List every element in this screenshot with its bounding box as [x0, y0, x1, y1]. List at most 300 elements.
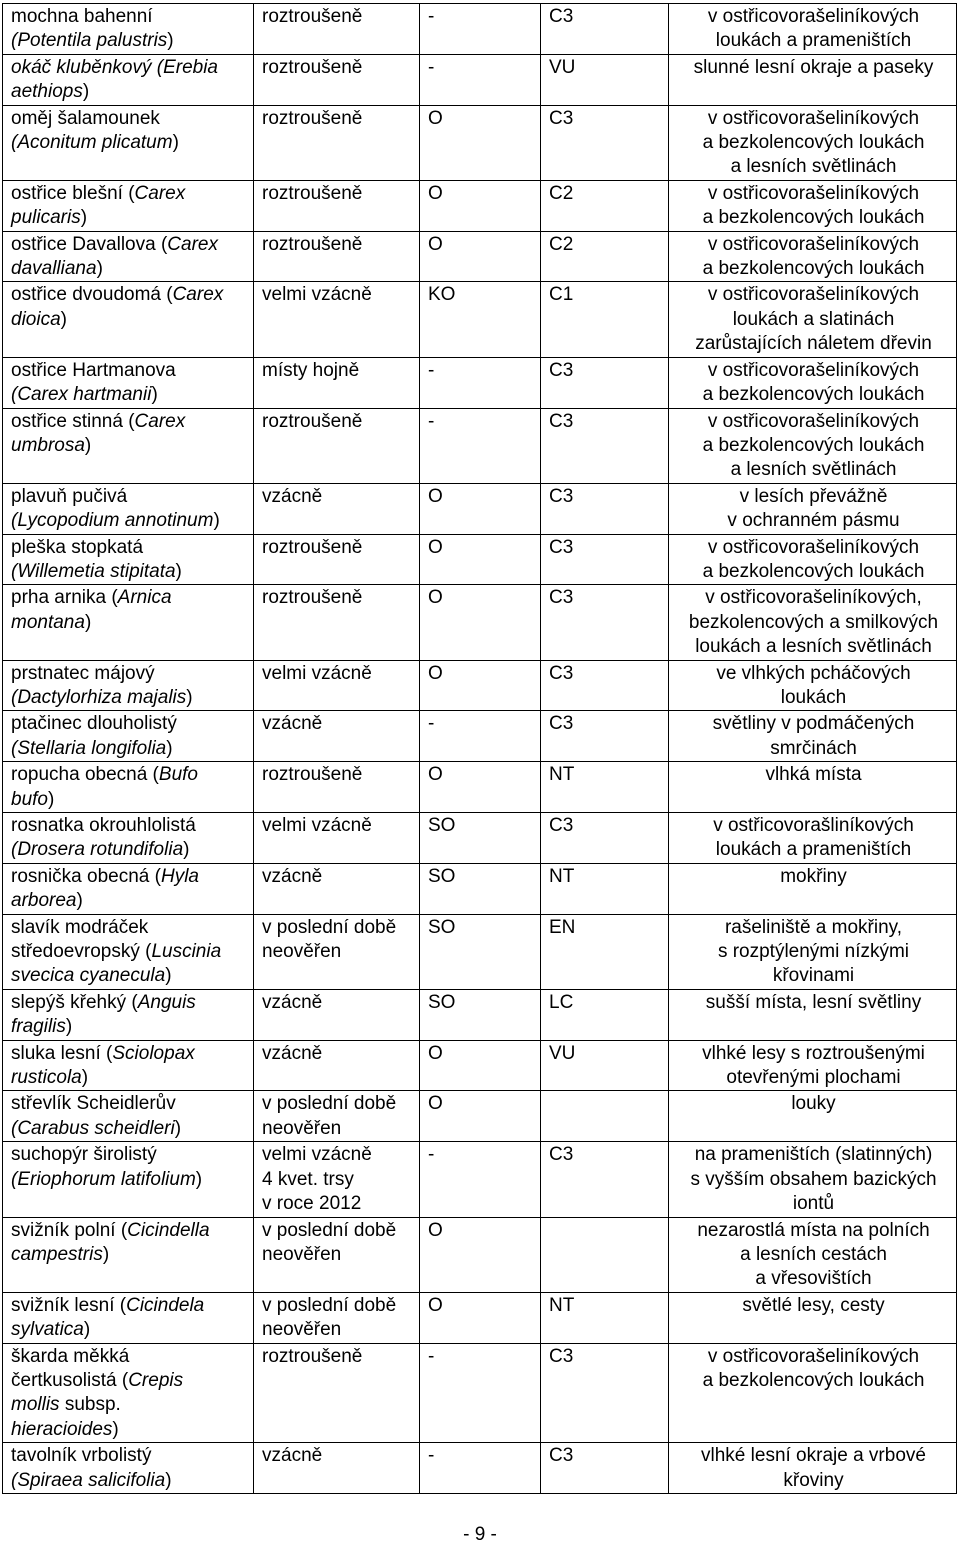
habitat-line: a bezkolencových loukách	[702, 560, 925, 582]
name-text: )	[80, 207, 88, 229]
latin-name-text: (Stellaria longifolia	[11, 737, 167, 759]
protection-status-cell: -	[420, 4, 541, 55]
habitat-line: a lesních cestách	[740, 1243, 887, 1265]
name-text: )	[195, 1168, 203, 1190]
species-name-cell	[3, 1142, 254, 1217]
habitat-line: vlhké lesy s roztroušenými	[702, 1042, 925, 1064]
name-text: ptačinec dlouholistý	[11, 713, 177, 735]
name-text: ostřice dvoudomá (	[11, 284, 173, 306]
latin-name-text: Crepis	[128, 1369, 184, 1391]
protection-status-cell: -	[420, 408, 541, 483]
name-text: )	[174, 1117, 182, 1139]
occurrence-cell	[254, 1343, 420, 1443]
habitat-line: v ostřicovorašeliníkových	[707, 182, 920, 204]
habitat-line: iontů	[792, 1193, 835, 1215]
table-row	[3, 989, 957, 1040]
species-name-cell	[3, 483, 254, 534]
table-row	[3, 1292, 957, 1343]
species-name-line	[11, 737, 247, 761]
habitat-line: křoviny	[783, 1469, 844, 1491]
species-name-line	[11, 964, 247, 988]
species-name-cell	[3, 180, 254, 231]
red-list-category-cell: C2	[541, 231, 669, 282]
protection-status-cell: SO	[420, 863, 541, 914]
red-list-category-cell: C1	[541, 282, 669, 357]
occurrence-cell	[254, 54, 420, 105]
species-name-line	[11, 686, 247, 710]
red-list-category-cell: C3	[541, 813, 669, 864]
species-name-line	[11, 1243, 247, 1267]
name-text: prstnatec májový	[11, 662, 155, 684]
latin-name-text: svecica cyanecula	[11, 965, 166, 987]
occurrence-cell	[254, 231, 420, 282]
latin-name-text: Carex	[172, 284, 224, 306]
name-text: )	[183, 839, 190, 861]
species-name-line	[11, 434, 247, 458]
habitat-line: loukách a prameništích	[715, 30, 912, 52]
species-name-line	[11, 485, 247, 509]
occurrence-line: roztroušeně	[262, 182, 363, 204]
red-list-category-cell: C3	[541, 105, 669, 180]
species-name-line	[11, 1066, 247, 1090]
latin-name-text: Anguis	[137, 991, 196, 1013]
protection-status-cell: SO	[420, 914, 541, 989]
species-name-line	[11, 56, 247, 80]
habitat-cell	[669, 231, 957, 282]
name-text: svižník polní (	[11, 1219, 128, 1241]
species-name-line	[11, 763, 247, 787]
table-row	[3, 1443, 957, 1494]
occurrence-line: roztroušeně	[262, 1345, 363, 1367]
habitat-line: smrčinách	[770, 737, 857, 759]
name-text: )	[213, 510, 220, 532]
habitat-line: v ostřicovorašeliníkových	[707, 1345, 920, 1367]
species-name-line	[11, 1015, 247, 1039]
species-name-line	[11, 838, 247, 862]
name-text: )	[151, 384, 158, 406]
species-name-line	[11, 991, 247, 1015]
occurrence-cell	[254, 989, 420, 1040]
species-name-cell	[3, 914, 254, 989]
name-text: rosnička obecná (	[11, 865, 161, 887]
occurrence-line: velmi vzácně	[262, 1144, 372, 1166]
latin-name-text: campestris	[11, 1243, 103, 1265]
occurrence-line: neověřen	[262, 1117, 342, 1139]
protection-status-cell: O	[420, 1292, 541, 1343]
name-text: )	[165, 1469, 172, 1491]
species-name-line	[11, 5, 247, 29]
table-row	[3, 54, 957, 105]
species-name-line	[11, 257, 247, 281]
protection-status-cell: O	[420, 660, 541, 711]
habitat-line: loukách a slatinách	[732, 308, 895, 330]
habitat-cell	[669, 660, 957, 711]
species-name-line	[11, 182, 247, 206]
species-name-cell	[3, 105, 254, 180]
habitat-line: na prameništích (slatinných)	[694, 1144, 933, 1166]
species-name-line	[11, 509, 247, 533]
species-name-line	[11, 1369, 247, 1393]
occurrence-cell	[254, 105, 420, 180]
habitat-line: loukách a lesních světlinách	[695, 636, 932, 658]
species-table	[2, 3, 957, 1494]
habitat-line: slunné lesní okraje a paseky	[693, 56, 934, 78]
occurrence-cell	[254, 711, 420, 762]
table-row	[3, 762, 957, 813]
species-name-line	[11, 1444, 247, 1468]
occurrence-cell	[254, 660, 420, 711]
habitat-line: v ochranném pásmu	[727, 510, 900, 532]
name-text: prha arnika (	[11, 587, 118, 609]
red-list-category-cell: C3	[541, 1443, 669, 1494]
species-name-line	[11, 1092, 247, 1116]
occurrence-line: neověřen	[262, 941, 342, 963]
table-row	[3, 282, 957, 357]
species-name-line	[11, 889, 247, 913]
table-row	[3, 105, 957, 180]
habitat-cell	[669, 1040, 957, 1091]
occurrence-line: vzácně	[262, 865, 323, 887]
species-name-line	[11, 383, 247, 407]
species-name-cell	[3, 585, 254, 660]
species-name-line	[11, 410, 247, 434]
habitat-cell	[669, 1091, 957, 1142]
red-list-category-cell	[541, 1091, 669, 1142]
name-text: čertkusolistá (	[11, 1369, 129, 1391]
habitat-line: v ostřicovorašeliníkových	[707, 359, 920, 381]
habitat-cell	[669, 762, 957, 813]
species-name-line	[11, 536, 247, 560]
name-text: )	[112, 1418, 119, 1440]
species-name-line	[11, 1042, 247, 1066]
table-row	[3, 1040, 957, 1091]
protection-status-cell: -	[420, 711, 541, 762]
name-text: )	[175, 560, 182, 582]
protection-status-cell: O	[420, 585, 541, 660]
table-row	[3, 180, 957, 231]
habitat-line: s vyšším obsahem bazických	[690, 1168, 937, 1190]
latin-name-text: pulicaris	[11, 207, 81, 229]
species-name-line	[11, 1469, 247, 1493]
occurrence-cell	[254, 914, 420, 989]
latin-name-text: (Potentila palustris	[11, 30, 168, 52]
occurrence-line: roztroušeně	[262, 56, 363, 78]
name-text: slepýš křehký (	[11, 991, 138, 1013]
red-list-category-cell: C3	[541, 4, 669, 55]
habitat-line: v ostřicovorašeliníkových	[707, 107, 920, 129]
species-name-line	[11, 1345, 247, 1369]
protection-status-cell: O	[420, 483, 541, 534]
occurrence-cell	[254, 813, 420, 864]
species-name-line	[11, 611, 247, 635]
protection-status-cell: O	[420, 105, 541, 180]
occurrence-cell	[254, 282, 420, 357]
occurrence-cell	[254, 1142, 420, 1217]
species-name-cell	[3, 4, 254, 55]
species-name-line	[11, 29, 247, 53]
occurrence-line: 4 kvet. trsy	[262, 1168, 354, 1190]
name-text: )	[172, 132, 179, 154]
habitat-cell	[669, 54, 957, 105]
habitat-line: zarůstajících náletem dřevin	[695, 333, 932, 355]
red-list-category-cell: C3	[541, 711, 669, 762]
table-row	[3, 408, 957, 483]
habitat-cell	[669, 1142, 957, 1217]
occurrence-cell	[254, 180, 420, 231]
protection-status-cell: -	[420, 1343, 541, 1443]
occurrence-line: vzácně	[262, 991, 323, 1013]
habitat-cell	[669, 585, 957, 660]
species-name-line	[11, 1117, 247, 1141]
name-text: )	[84, 611, 92, 633]
name-text: oměj šalamounek	[11, 107, 160, 129]
occurrence-line: vzácně	[262, 485, 323, 507]
table-row	[3, 813, 957, 864]
species-name-cell	[3, 711, 254, 762]
occurrence-line: vzácně	[262, 1445, 323, 1467]
latin-name-text: fragilis	[11, 1016, 66, 1038]
protection-status-cell: O	[420, 534, 541, 585]
protection-status-cell: O	[420, 762, 541, 813]
red-list-category-cell: C3	[541, 1343, 669, 1443]
habitat-line: v ostřicovorašeliníkových	[707, 284, 920, 306]
latin-name-text: sylvatica	[11, 1319, 84, 1341]
latin-name-text: mollis	[11, 1394, 60, 1416]
habitat-line: s rozptýlenými nízkými	[717, 941, 910, 963]
habitat-line: a lesních světlinách	[730, 156, 897, 178]
occurrence-cell	[254, 534, 420, 585]
occurrence-cell	[254, 1091, 420, 1142]
occurrence-line: velmi vzácně	[262, 284, 372, 306]
latin-name-text: Hyla	[160, 865, 199, 887]
red-list-category-cell: C3	[541, 585, 669, 660]
species-name-cell	[3, 231, 254, 282]
protection-status-cell: SO	[420, 813, 541, 864]
habitat-line: v ostřicovorašeliníkových	[707, 410, 920, 432]
name-text: ostřice blešní (	[11, 182, 135, 204]
protection-status-cell: O	[420, 180, 541, 231]
habitat-line: ve vlhkých pcháčových	[716, 662, 911, 684]
red-list-category-cell: NT	[541, 1292, 669, 1343]
latin-name-text: (Lycopodium annotinum	[11, 510, 214, 532]
species-name-cell	[3, 54, 254, 105]
habitat-line: sušší místa, lesní světliny	[705, 991, 922, 1013]
habitat-cell	[669, 1343, 957, 1443]
species-name-line	[11, 80, 247, 104]
name-text: )	[102, 1243, 110, 1265]
species-name-line	[11, 940, 247, 964]
name-text: )	[76, 890, 83, 912]
species-name-cell	[3, 863, 254, 914]
table-row	[3, 483, 957, 534]
occurrence-cell	[254, 1292, 420, 1343]
protection-status-cell: SO	[420, 989, 541, 1040]
occurrence-line: v poslední době	[262, 1093, 397, 1115]
name-text: pleška stopkatá	[11, 536, 144, 558]
habitat-line: světliny v podmáčených	[712, 713, 915, 735]
latin-name-text: Arnica	[117, 587, 172, 609]
latin-name-text: (Drosera rotundifolia	[11, 839, 184, 861]
protection-status-cell: O	[420, 1040, 541, 1091]
occurrence-line: velmi vzácně	[262, 662, 372, 684]
latin-name-text: umbrosa	[11, 434, 85, 456]
occurrence-cell	[254, 1040, 420, 1091]
species-name-cell	[3, 1292, 254, 1343]
latin-name-text: Carex	[134, 410, 186, 432]
habitat-cell	[669, 813, 957, 864]
species-name-cell	[3, 408, 254, 483]
occurrence-cell	[254, 357, 420, 408]
name-text: slavík modráček	[11, 916, 149, 938]
species-name-cell	[3, 1443, 254, 1494]
habitat-line: v lesích převážně	[739, 485, 888, 507]
species-name-cell	[3, 357, 254, 408]
red-list-category-cell: C3	[541, 483, 669, 534]
name-text: svižník lesní (	[11, 1294, 127, 1316]
occurrence-line: neověřen	[262, 1319, 342, 1341]
species-name-line	[11, 283, 247, 307]
name-text: )	[47, 788, 55, 810]
habitat-line: a bezkolencových loukách	[702, 258, 925, 280]
latin-name-text: Cicindela	[126, 1294, 205, 1316]
habitat-cell	[669, 180, 957, 231]
habitat-cell	[669, 863, 957, 914]
habitat-line: a bezkolencových loukách	[702, 384, 925, 406]
species-name-cell	[3, 534, 254, 585]
habitat-line: louky	[791, 1093, 836, 1115]
species-name-line	[11, 1393, 247, 1417]
table-row	[3, 711, 957, 762]
habitat-cell	[669, 4, 957, 55]
name-text: ropucha obecná (	[11, 764, 159, 786]
latin-name-text: rusticola	[11, 1067, 82, 1089]
habitat-cell	[669, 1443, 957, 1494]
name-text: )	[82, 81, 90, 103]
occurrence-line: roztroušeně	[262, 410, 363, 432]
latin-name-text: Sciolopax	[112, 1042, 195, 1064]
species-name-line	[11, 206, 247, 230]
latin-name-text: hieracioides	[11, 1418, 113, 1440]
red-list-category-cell: VU	[541, 54, 669, 105]
latin-name-text: (Willemetia stipitata	[11, 560, 176, 582]
species-name-cell	[3, 813, 254, 864]
habitat-line: v ostřicovorašliníkových	[713, 815, 914, 836]
table-row	[3, 1217, 957, 1292]
species-name-cell	[3, 1343, 254, 1443]
species-name-line	[11, 1168, 247, 1192]
habitat-line: v ostřicovorašeliníkových,	[705, 587, 922, 609]
habitat-line: otevřenými plochami	[726, 1067, 901, 1089]
habitat-line: a bezkolencových loukách	[702, 132, 925, 154]
name-text: )	[83, 1319, 91, 1341]
latin-name-text: Cicindella	[127, 1219, 210, 1241]
habitat-cell	[669, 483, 957, 534]
habitat-line: a lesních světlinách	[730, 459, 897, 481]
habitat-line: v ostřicovorašeliníkových	[707, 6, 920, 27]
protection-status-cell: -	[420, 1443, 541, 1494]
red-list-category-cell: LC	[541, 989, 669, 1040]
occurrence-cell	[254, 1217, 420, 1292]
occurrence-cell	[254, 585, 420, 660]
red-list-category-cell: NT	[541, 762, 669, 813]
latin-name-text: Bufo	[158, 764, 198, 786]
protection-status-cell: KO	[420, 282, 541, 357]
name-text: )	[84, 434, 92, 456]
occurrence-line: v poslední době	[262, 1294, 397, 1316]
species-name-line	[11, 560, 247, 584]
latin-name-text: bufo	[11, 788, 48, 810]
name-text: )	[96, 258, 103, 280]
table-row	[3, 357, 957, 408]
latin-name-text: Carex	[134, 182, 186, 204]
habitat-line: vlhké lesní okraje a vrbové	[701, 1445, 926, 1467]
habitat-cell	[669, 989, 957, 1040]
occurrence-line: v roce 2012	[262, 1193, 362, 1215]
red-list-category-cell: C3	[541, 1142, 669, 1217]
name-text: střevlík Scheidlerův	[11, 1093, 176, 1115]
species-name-line	[11, 586, 247, 610]
habitat-cell	[669, 282, 957, 357]
occurrence-cell	[254, 762, 420, 813]
name-text: subsp.	[59, 1394, 121, 1416]
habitat-cell	[669, 408, 957, 483]
latin-name-text: arborea	[11, 890, 77, 912]
name-text: )	[167, 30, 174, 52]
species-name-line	[11, 1219, 247, 1243]
name-text: ostřice stinná (	[11, 410, 135, 432]
table-row	[3, 1343, 957, 1443]
species-name-cell	[3, 660, 254, 711]
habitat-cell	[669, 357, 957, 408]
table-row	[3, 1142, 957, 1217]
occurrence-line: v poslední době	[262, 1219, 397, 1241]
occurrence-line: roztroušeně	[262, 233, 363, 255]
habitat-line: křovinami	[772, 965, 855, 987]
name-text: )	[186, 686, 193, 708]
occurrence-line: roztroušeně	[262, 107, 363, 129]
red-list-category-cell: C3	[541, 660, 669, 711]
habitat-line: a bezkolencových loukách	[702, 207, 925, 229]
protection-status-cell: O	[420, 231, 541, 282]
habitat-line: a bezkolencových loukách	[702, 434, 925, 456]
species-name-cell	[3, 762, 254, 813]
latin-name-text: (Eriophorum latifolium	[11, 1168, 196, 1190]
name-text: rosnatka okrouhlolistá	[11, 815, 196, 836]
name-text: tavolník vrbolistý	[11, 1445, 152, 1467]
occurrence-line: vzácně	[262, 713, 323, 735]
species-name-line	[11, 233, 247, 257]
protection-status-cell: -	[420, 357, 541, 408]
habitat-cell	[669, 105, 957, 180]
habitat-line: nezarostlá místa na polních	[697, 1219, 930, 1241]
name-text: suchopýr širolistý	[11, 1144, 157, 1166]
occurrence-line: neověřen	[262, 1243, 342, 1265]
table-row	[3, 863, 957, 914]
habitat-line: loukách	[780, 686, 847, 708]
species-name-line	[11, 359, 247, 383]
occurrence-line: roztroušeně	[262, 764, 363, 786]
species-name-line	[11, 1418, 247, 1442]
latin-name-text: (Carex hartmanii	[11, 384, 152, 406]
red-list-category-cell: C3	[541, 357, 669, 408]
name-text: středoevropský (	[11, 941, 152, 963]
latin-name-text: (Spiraea salicifolia	[11, 1469, 166, 1491]
occurrence-line: místy hojně	[262, 359, 360, 381]
latin-name-text: montana	[11, 611, 85, 633]
name-text: )	[60, 308, 67, 330]
habitat-cell	[669, 1217, 957, 1292]
habitat-cell	[669, 1292, 957, 1343]
